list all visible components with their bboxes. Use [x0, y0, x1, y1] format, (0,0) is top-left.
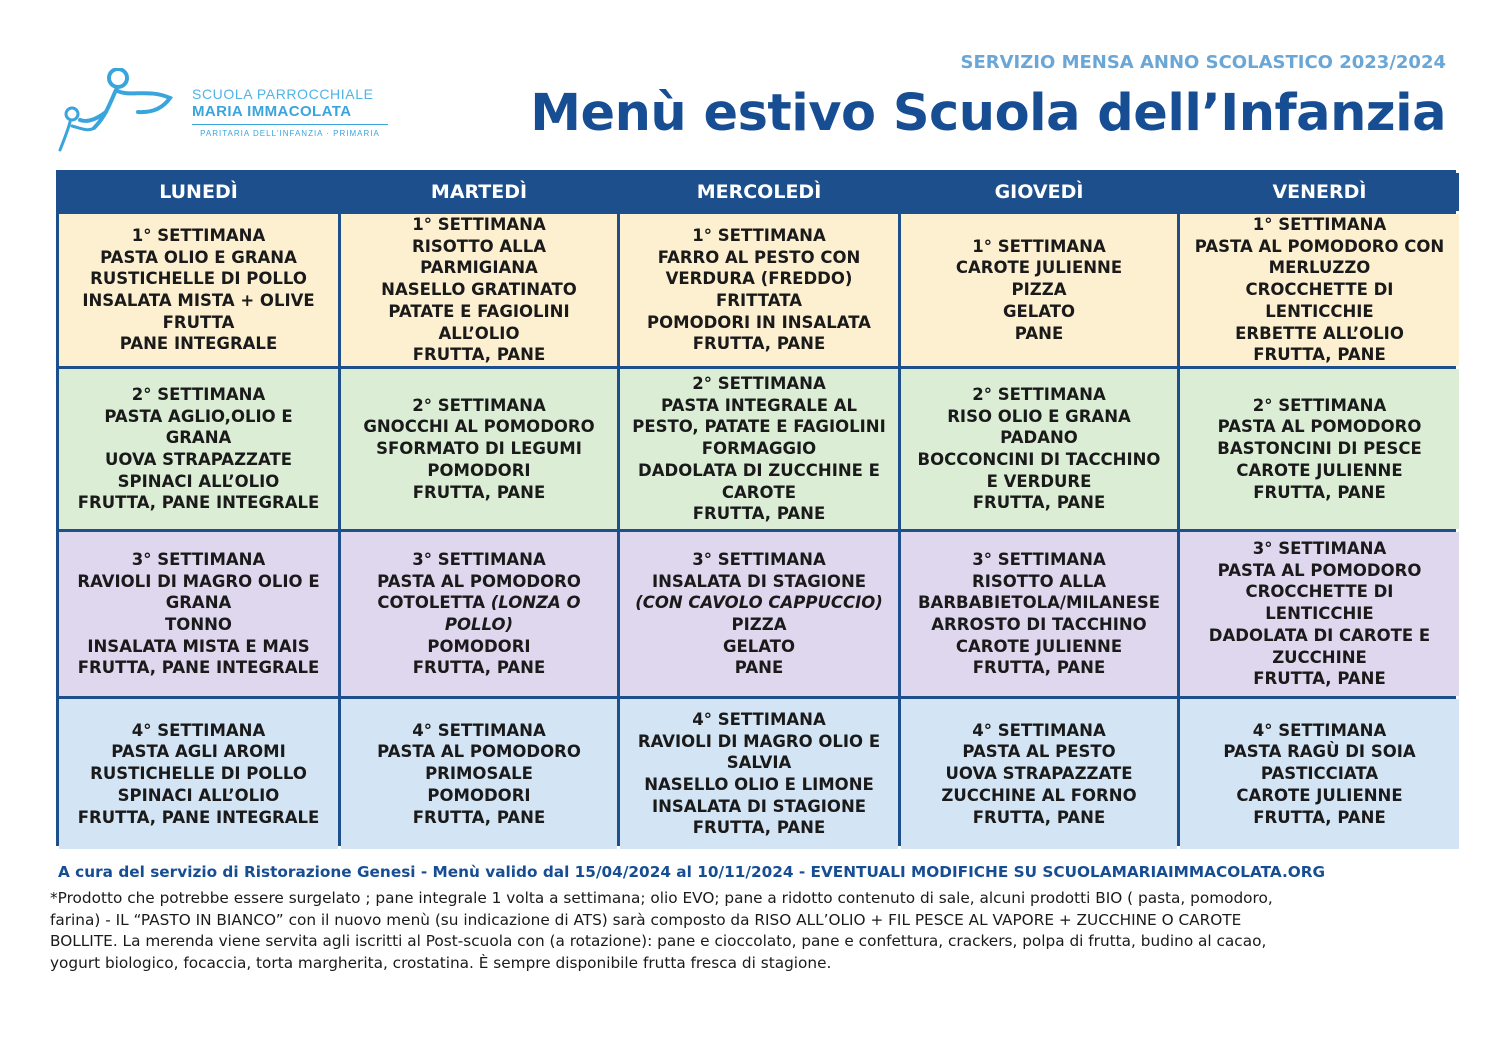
menu-cell-week3-thursday — [901, 532, 1177, 696]
dish: SFORMATO DI LEGUMI — [376, 439, 582, 459]
dish: SALVIA — [726, 753, 792, 773]
dish: ALL’OLIO — [438, 323, 520, 343]
dish: CAROTE — [721, 482, 797, 502]
dish: FRUTTA, PANE — [412, 345, 546, 365]
dish: BOCCONCINI DI TACCHINO — [917, 450, 1161, 469]
dish: ZUCCHINE — [1272, 647, 1367, 667]
dish-note: (LONZA O — [490, 593, 581, 613]
dish: FRITTATA — [716, 291, 802, 310]
dish: PANE — [1014, 323, 1064, 343]
dish: RAVIOLI DI MAGRO OLIO E — [77, 571, 320, 591]
menu-cell-week4-tuesday — [341, 699, 617, 849]
dish: PANE — [734, 658, 784, 678]
dish: PASTA AL PESTO — [962, 742, 1116, 762]
menu-cell-week3-friday — [1180, 532, 1459, 696]
dish: CAROTE JULIENNE — [1236, 785, 1403, 805]
week-label: 4° SETTIMANA — [412, 720, 546, 740]
dish: PASTA INTEGRALE AL — [660, 395, 858, 415]
day-header-thursday: GIOVEDÌ — [901, 173, 1177, 211]
dish: RAVIOLI DI MAGRO OLIO E — [637, 731, 881, 751]
notes-line: farina) - IL “PASTO IN BIANCO” con il nuovo menù (su indicazione di ATS) sarà composto da RISO ALL’OLIO + FIL PESCE AL VAPORE + ZUCCHINE O CAROTE — [50, 910, 1242, 929]
dish: FRUTTA, PANE — [412, 658, 546, 678]
dish: GNOCCHI AL POMODORO — [363, 417, 595, 437]
dish: RUSTICHELLE DI POLLO — [90, 764, 307, 784]
dish-text: COTOLETTA — [377, 593, 491, 613]
menu-cell-week2-friday — [1180, 369, 1459, 529]
dish: VERDURA (FREDDO) — [665, 269, 853, 289]
week-label: 2° SETTIMANA — [131, 384, 266, 404]
dish: PASTA AL POMODORO — [377, 571, 581, 591]
dish: FRUTTA, PANE — [972, 658, 1106, 678]
week-label: 4° SETTIMANA — [972, 720, 1106, 740]
dish: RISOTTO ALLA — [972, 571, 1106, 591]
dish: ERBETTE ALL’OLIO — [1235, 323, 1404, 343]
dish: CAROTE JULIENNE — [1236, 460, 1403, 480]
week-label: 3° SETTIMANA — [692, 549, 826, 569]
dish: PADANO — [1000, 428, 1078, 448]
menu-cell-week2-thursday — [901, 369, 1177, 529]
dish: PASTA AGLIO,OLIO E — [104, 406, 293, 426]
dish: NASELLO GRATINATO — [381, 280, 577, 300]
day-header-tuesday: MARTEDÌ — [341, 173, 617, 211]
notes-line: BOLLITE. La merenda viene servita agli iscritti al Post-scuola con (a rotazione): pane e cioccolato, pane e confettura, crackers, polpa di frutta, budino al cacao, — [50, 932, 1267, 951]
logo-line-2: MARIA IMMACOLATA — [192, 103, 352, 120]
dish: POMODORI — [427, 460, 531, 480]
dish: DADOLATA DI ZUCCHINE E — [638, 460, 880, 480]
dish: CAROTE JULIENNE — [955, 636, 1123, 656]
week-label: 4° SETTIMANA — [131, 720, 266, 740]
dish: E VERDURE — [986, 471, 1092, 491]
dish: NASELLO OLIO E LIMONE — [644, 775, 874, 794]
dish: LENTICCHIE — [1265, 604, 1374, 624]
dish: PASTA AL POMODORO — [1217, 417, 1422, 437]
dish: INSALATA MISTA + OLIVE — [82, 291, 315, 310]
dish: INSALATA DI STAGIONE — [651, 571, 867, 591]
dish: DADOLATA DI CAROTE E — [1208, 625, 1431, 645]
dish: PASTA AL POMODORO — [1217, 560, 1422, 580]
menu-cell-week2-wednesday — [620, 369, 898, 529]
logo-line-1: SCUOLA PARROCCHIALE — [192, 86, 374, 102]
dish: ARROSTO DI TACCHINO — [931, 615, 1147, 634]
dish: FRUTTA, PANE — [692, 334, 826, 354]
week-label: 3° SETTIMANA — [1252, 539, 1387, 559]
dish: RUSTICHELLE DI POLLO — [90, 269, 307, 289]
menu-cell-week3-wednesday — [620, 532, 898, 696]
dish: PANE INTEGRALE — [119, 334, 278, 354]
menu-cell-week4-monday — [59, 699, 338, 849]
menu-cell-week4-friday — [1180, 699, 1459, 849]
week-label: 3° SETTIMANA — [131, 549, 266, 569]
dish: BASTONCINI DI PESCE — [1217, 439, 1422, 459]
dish: PIZZA — [731, 615, 787, 634]
page-subtitle: SERVIZIO MENSA ANNO SCOLASTICO 2023/2024 — [960, 52, 1446, 73]
menu-cell-week4-wednesday — [620, 699, 898, 849]
dish: PESTO, PATATE E FAGIOLINI — [632, 417, 886, 437]
dish: FORMAGGIO — [701, 439, 817, 459]
menu-cell-week1-thursday — [901, 214, 1177, 366]
dish: PRIMOSALE — [425, 764, 533, 784]
page-title: Menù estivo Scuola dell’Infanzia — [530, 84, 1446, 143]
dish: POMODORI IN INSALATA — [647, 312, 871, 332]
dish: GELATO — [1002, 301, 1076, 321]
dish: PARMIGIANA — [420, 258, 538, 278]
week-label: 1° SETTIMANA — [131, 225, 266, 245]
menu-cell-week4-thursday — [901, 699, 1177, 849]
dish: UOVA STRAPAZZATE — [104, 450, 293, 469]
week-label: 1° SETTIMANA — [692, 225, 826, 245]
dish: CROCCHETTE DI — [1245, 582, 1394, 602]
footer-validity-note: A cura del servizio di Ristorazione Genesi - Menù valido dal 15/04/2024 al 10/11/2024 - EVENTUALI MODIFICHE SU SCUOLAMARIAIMMACOLATA.ORG — [58, 863, 1326, 881]
dish: RISO OLIO E GRANA — [947, 406, 1131, 426]
dish: PIZZA — [1011, 280, 1067, 300]
dish: PASTA OLIO E GRANA — [100, 247, 297, 267]
dish: FRUTTA, PANE — [692, 818, 826, 838]
running-figures-logo-icon — [58, 68, 188, 158]
dish: FARRO AL PESTO CON — [657, 247, 861, 267]
dish: CAROTE JULIENNE — [955, 258, 1123, 278]
dish: FRUTTA, PANE — [692, 504, 826, 524]
dish — [377, 592, 580, 614]
day-header-monday: LUNEDÌ — [59, 173, 338, 211]
menu-cell-week2-tuesday — [341, 369, 617, 529]
dish: ZUCCHINE AL FORNO — [941, 785, 1137, 805]
dish: PASTA RAGÙ DI SOIA — [1223, 742, 1416, 762]
dish: POMODORI — [427, 636, 531, 656]
dish: PASTICCIATA — [1260, 764, 1379, 784]
week-label: 2° SETTIMANA — [1252, 395, 1387, 415]
week-label: 4° SETTIMANA — [1252, 720, 1387, 740]
notes-line: *Prodotto che potrebbe essere surgelato ; pane integrale 1 volta a settimana; olio EVO; pane a ridotto contenuto di sale, alcuni prodotti BIO ( pasta, pomodoro, — [50, 889, 1273, 907]
week-label: 3° SETTIMANA — [972, 549, 1106, 569]
week-label: 1° SETTIMANA — [972, 236, 1106, 256]
menu-table — [56, 170, 1456, 846]
day-header-friday: VENERDÌ — [1180, 173, 1459, 211]
dish: INSALATA DI STAGIONE — [651, 796, 867, 816]
school-logo — [58, 68, 398, 158]
dish-note: POLLO) — [444, 615, 514, 634]
dish: RISOTTO ALLA — [412, 236, 546, 256]
week-label: 3° SETTIMANA — [412, 549, 546, 569]
week-label: 2° SETTIMANA — [972, 384, 1106, 404]
dish: FRUTTA, PANE INTEGRALE — [77, 807, 320, 827]
menu-cell-week2-monday — [59, 369, 338, 529]
dish: FRUTTA, PANE — [412, 807, 546, 827]
dish: LENTICCHIE — [1265, 301, 1374, 321]
menu-cell-week1-wednesday — [620, 214, 898, 366]
week-label: 1° SETTIMANA — [1252, 215, 1387, 235]
dish: FRUTTA, PANE — [972, 807, 1106, 827]
footer-notes — [50, 888, 1450, 974]
dish: FRUTTA, PANE — [1253, 669, 1386, 689]
dish: BARBABIETOLA/MILANESE — [917, 593, 1161, 613]
dish: GELATO — [722, 636, 796, 656]
dish: FRUTTA, PANE INTEGRALE — [77, 658, 320, 678]
logo-divider — [192, 124, 388, 125]
dish: FRUTTA — [162, 312, 235, 332]
dish: FRUTTA, PANE — [412, 482, 546, 502]
week-label: 2° SETTIMANA — [692, 374, 826, 394]
dish: FRUTTA, PANE — [972, 493, 1106, 513]
dish: PASTA AL POMODORO CON — [1194, 236, 1445, 256]
dish: MERLUZZO — [1268, 258, 1371, 278]
dish: GRANA — [165, 593, 232, 613]
menu-cell-week1-monday — [59, 214, 338, 366]
dish: INSALATA MISTA E MAIS — [87, 636, 310, 656]
dish: PASTA AGLI AROMI — [111, 742, 286, 762]
dish: SPINACI ALL’OLIO — [117, 471, 280, 491]
dish: FRUTTA, PANE — [1253, 482, 1386, 502]
menu-cell-week1-tuesday — [341, 214, 617, 366]
dish: FRUTTA, PANE INTEGRALE — [77, 493, 320, 513]
logo-line-3: PARITARIA DELL'INFANZIA · PRIMARIA — [200, 129, 380, 138]
dish: SPINACI ALL’OLIO — [117, 785, 280, 805]
dish: PATATE E FAGIOLINI — [388, 301, 570, 321]
menu-cell-week1-friday — [1180, 214, 1459, 366]
week-label: 4° SETTIMANA — [692, 709, 826, 729]
dish: GRANA — [165, 428, 232, 448]
dish: CROCCHETTE DI — [1245, 280, 1394, 300]
dish: TONNO — [165, 615, 232, 634]
dish: PASTA AL POMODORO — [377, 742, 581, 762]
menu-cell-week3-tuesday — [341, 532, 617, 696]
dish: UOVA STRAPAZZATE — [945, 764, 1133, 784]
dish-note: (CON CAVOLO CAPPUCCIO) — [635, 593, 883, 613]
dish: FRUTTA, PANE — [1253, 807, 1386, 827]
day-header-wednesday: MERCOLEDÌ — [620, 173, 898, 211]
notes-line: yogurt biologico, focaccia, torta margherita, crostatina. È sempre disponibile frutta fresca di stagione. — [50, 953, 832, 972]
week-label: 1° SETTIMANA — [412, 215, 546, 235]
week-label: 2° SETTIMANA — [412, 395, 546, 415]
dish: FRUTTA, PANE — [1253, 345, 1386, 365]
dish: POMODORI — [427, 785, 531, 805]
menu-cell-week3-monday — [59, 532, 338, 696]
